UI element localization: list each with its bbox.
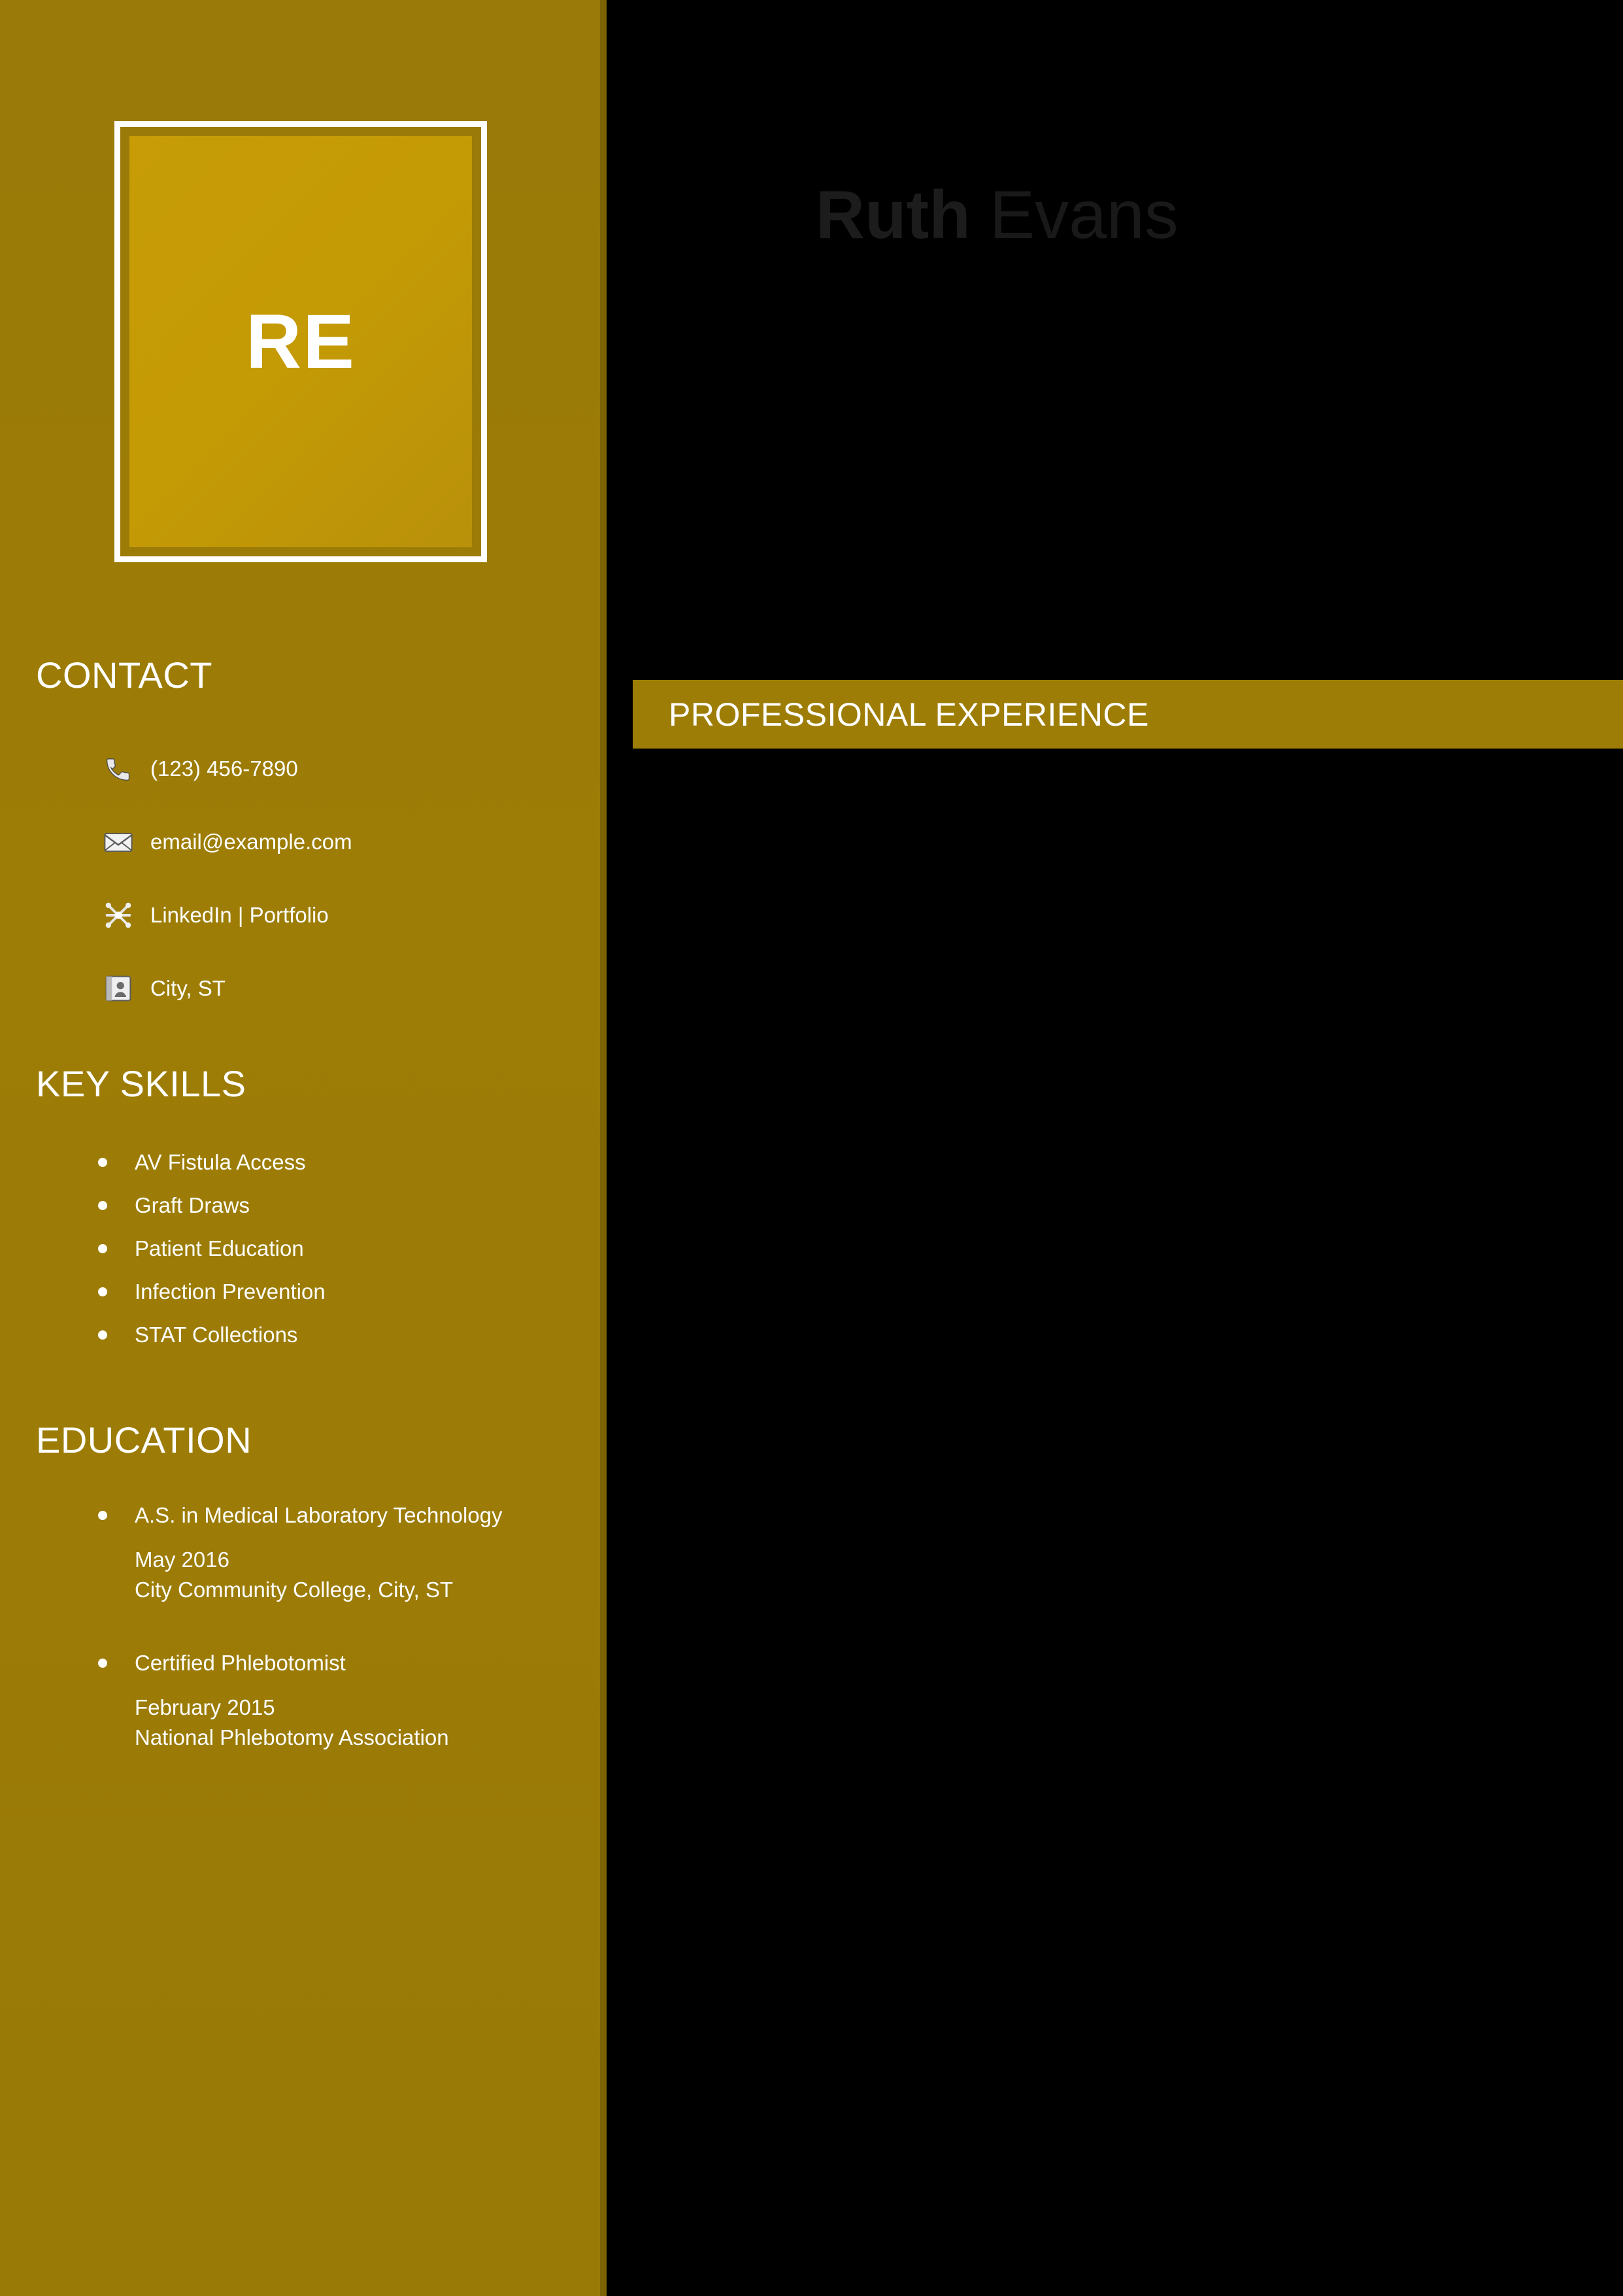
- list-item: [98, 1234, 575, 1264]
- name-space: [971, 177, 990, 253]
- list-item: [98, 1277, 575, 1307]
- key-skills-list: [98, 1147, 575, 1363]
- phone-icon: [98, 749, 139, 789]
- education-date: February 2015: [135, 1695, 275, 1719]
- bullet-icon: [98, 1287, 107, 1296]
- education-list: [98, 1500, 575, 1796]
- skill-label: AV Fistula Access: [135, 1150, 306, 1174]
- monogram-initials: RE: [246, 298, 356, 385]
- bullet-icon: [98, 1511, 107, 1520]
- contact-value-phone: (123) 456-7890: [150, 756, 298, 781]
- skill-label: Infection Prevention: [135, 1279, 326, 1304]
- education-institution: City Community College, City, ST: [135, 1578, 454, 1602]
- bullet-icon: [98, 1201, 107, 1210]
- contact-row-email: [98, 805, 569, 879]
- list-item: [98, 1190, 575, 1221]
- bullet-icon: [98, 1158, 107, 1167]
- network-share-icon: [98, 895, 139, 936]
- key-skills-heading: KEY SKILLS: [36, 1063, 246, 1104]
- bullet-icon: [98, 1244, 107, 1253]
- bullet-icon: [98, 1330, 107, 1340]
- contact-list: [98, 732, 569, 1025]
- contact-value-email: email@example.com: [150, 830, 352, 854]
- contact-row-links: [98, 879, 569, 952]
- sidebar: [0, 0, 600, 2296]
- education-heading: EDUCATION: [36, 1419, 252, 1460]
- professional-experience-band: [633, 680, 1623, 749]
- last-name: Evans: [989, 177, 1179, 253]
- list-item: [98, 1500, 575, 1605]
- skill-label: Patient Education: [135, 1236, 304, 1260]
- contact-heading: CONTACT: [36, 654, 212, 696]
- contact-value-location: City, ST: [150, 976, 226, 1000]
- professional-experience-content: [633, 749, 1623, 2252]
- skill-label: STAT Collections: [135, 1323, 298, 1347]
- list-item: [98, 1147, 575, 1177]
- main-column: [607, 0, 1623, 2296]
- monogram-fill: [129, 136, 472, 547]
- bullet-icon: [98, 1659, 107, 1668]
- education-title: A.S. in Medical Laboratory Technology: [135, 1503, 503, 1527]
- sidebar-divider: [600, 0, 607, 2296]
- contact-card-icon: [98, 968, 139, 1009]
- envelope-icon: [98, 822, 139, 862]
- section-title: PROFESSIONAL EXPERIENCE: [669, 696, 1149, 733]
- skill-label: Graft Draws: [135, 1193, 250, 1217]
- monogram-block: [114, 121, 487, 562]
- contact-row-phone: [98, 732, 569, 805]
- list-item: [98, 1648, 575, 1753]
- contact-value-links: LinkedIn | Portfolio: [150, 903, 329, 927]
- list-item: [98, 1320, 575, 1350]
- education-institution: National Phlebotomy Association: [135, 1725, 449, 1749]
- contact-row-location: [98, 952, 569, 1025]
- education-title: Certified Phlebotomist: [135, 1651, 346, 1675]
- education-date: May 2016: [135, 1547, 229, 1572]
- page-title: [816, 177, 1179, 254]
- first-name: Ruth: [816, 177, 971, 253]
